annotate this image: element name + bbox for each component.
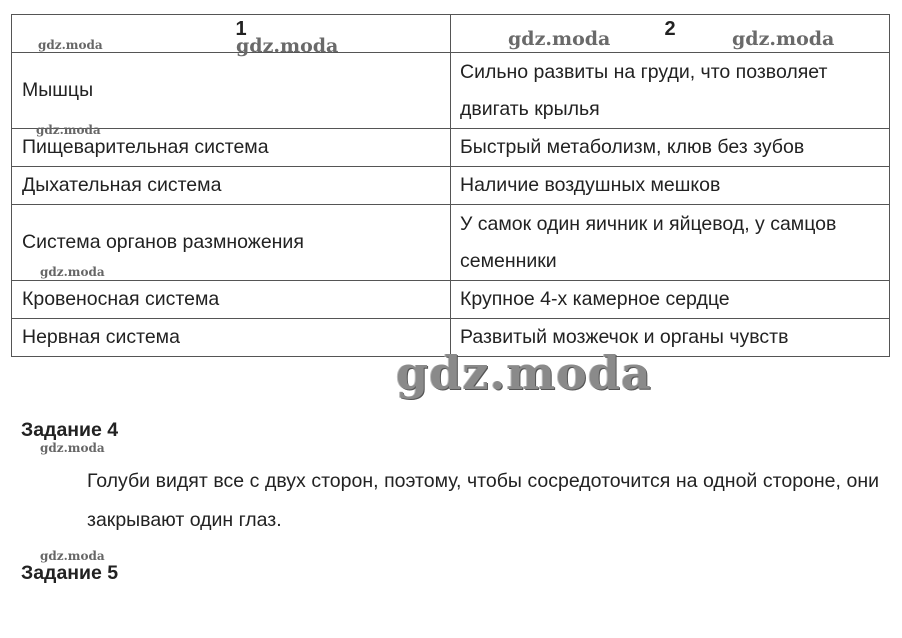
table-row	[12, 319, 890, 357]
column-header-1-label: 1	[235, 18, 247, 40]
feature-cell: У самок один яичник и яйцевод, у самцов семенники	[451, 205, 890, 281]
watermark-logo: gdz.moda	[40, 549, 105, 563]
table-header-row	[12, 15, 890, 53]
table-row	[12, 53, 890, 129]
table-row	[12, 281, 890, 319]
task-5-heading: Задание 5	[21, 562, 119, 584]
column-header-2-label: 2	[664, 18, 676, 40]
watermark-logo: gdz.moda	[396, 346, 652, 400]
column-header-1	[12, 15, 451, 53]
system-cell: Система органов размножения	[12, 205, 451, 281]
table-row	[12, 205, 890, 281]
system-cell: Нервная система	[12, 319, 451, 357]
feature-cell: Развитый мозжечок и органы чувств	[451, 319, 890, 357]
watermark-logo: gdz.moda	[40, 265, 105, 279]
system-cell: Дыхательная система	[12, 167, 451, 205]
system-cell: Пищеварительная система	[12, 129, 451, 167]
feature-cell: Сильно развиты на груди, что позволяет двигать крылья	[451, 53, 890, 129]
table-row	[12, 129, 890, 167]
comparison-table-container	[11, 14, 889, 357]
task-4-heading: Задание 4	[21, 419, 119, 441]
system-cell: Кровеносная система	[12, 281, 451, 319]
watermark-logo: gdz.moda	[38, 38, 103, 52]
column-header-2	[451, 15, 890, 53]
feature-cell: Наличие воздушных мешков	[451, 167, 890, 205]
watermark-logo: gdz.moda	[36, 123, 101, 137]
watermark-logo: gdz.moda	[40, 441, 105, 455]
bird-organ-systems-table	[11, 14, 890, 357]
watermark-logo: gdz.moda	[508, 28, 611, 50]
task-4-answer-text: Голуби видят все с двух сторон, поэтому, чтобы сосредоточится на одной стороне, они закрывают один глаз.	[87, 470, 879, 531]
watermark-logo: gdz.moda	[732, 28, 835, 50]
feature-cell: Быстрый метаболизм, клюв без зубов	[451, 129, 890, 167]
watermark-logo: gdz.moda	[236, 35, 339, 57]
feature-cell: Крупное 4-х камерное сердце	[451, 281, 890, 319]
table-row	[12, 167, 890, 205]
system-cell: Мышцы	[12, 53, 451, 129]
